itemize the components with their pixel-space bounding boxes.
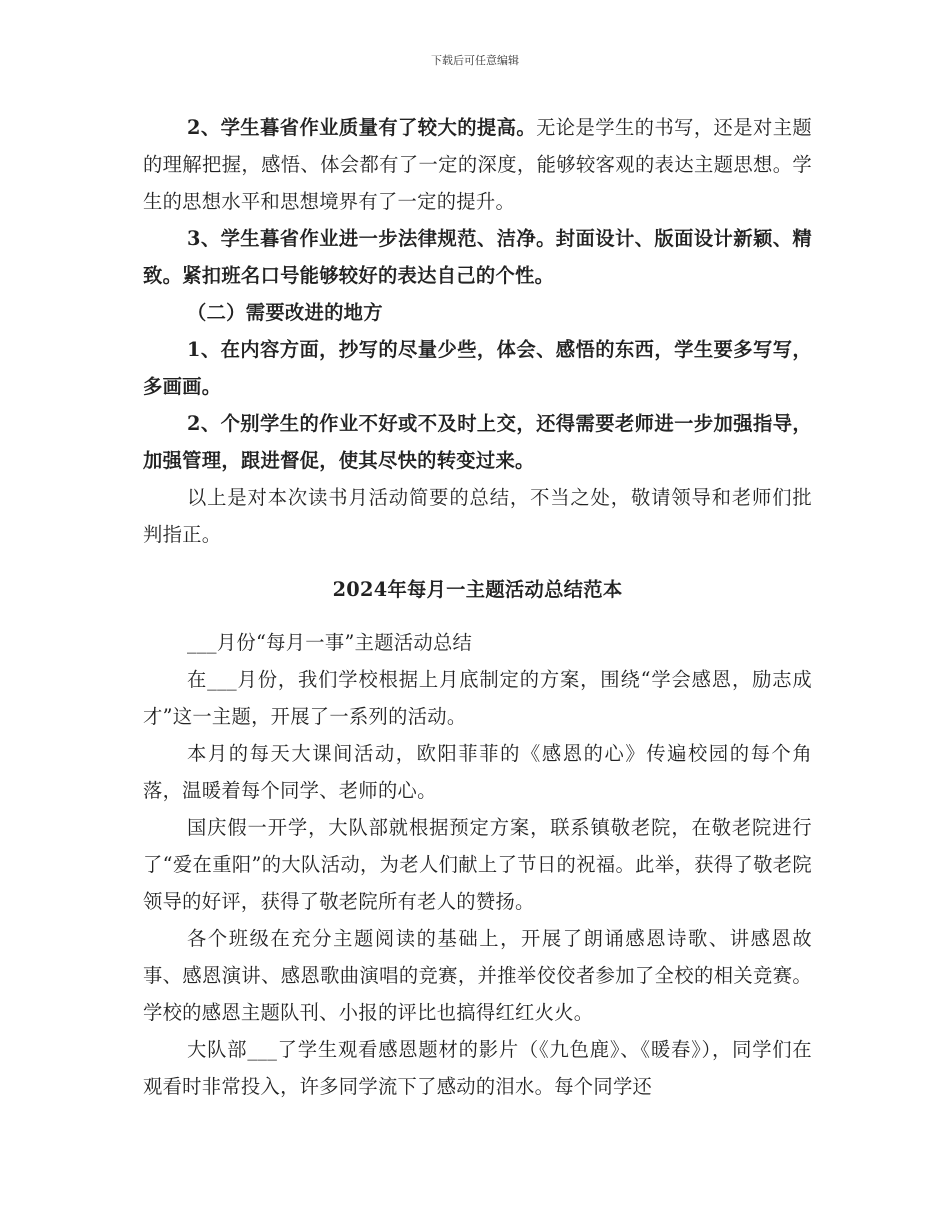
document-body <box>143 109 812 1105</box>
paragraph-intro: 在___月份，我们学校根据上月底制定的方案，围绕“学会感恩，励志成才”这一主题，开展了一系列的活动。 <box>143 668 812 728</box>
paragraph-films: 大队部___了学生观看感恩题材的影片（《九色鹿》、《暖春》），同学们在观看时非常投入，许多同学流下了感动的泪水。每个同学还 <box>143 1038 812 1098</box>
paragraph-quality <box>143 109 812 220</box>
paragraph-subtitle: ___月份“每月一事”主题活动总结 <box>187 631 473 654</box>
paragraph-submission: 2、个别学生的作业不好或不及时上交，还得需要老师进一步加强指导，加强管理，跟进督促，使其尽快的转变过来。 <box>143 412 812 472</box>
paragraph-class-activities: 各个班级在充分主题阅读的基础上，开展了朗诵感恩诗歌、讲感恩故事、感恩演讲、感恩歌曲演唱的竞赛，并推举佼佼者参加了全校的相关竞赛。学校的感恩主题队刊、小报的评比也搞得红红火火。 <box>143 927 812 1024</box>
paragraph-quality-lead: 2、学生暮省作业质量有了较大的提高。 <box>187 116 537 139</box>
paragraph-daily-activity: 本月的每天大课间活动，欧阳菲菲的《感恩的心》传遍校园的每个角落，温暖着每个同学、老师的心。 <box>143 742 812 802</box>
page-header: 下载后可任意编辑 <box>431 54 519 67</box>
paragraph-quality-rest: 无论是学生的书写，还是对主题的理解把握，感悟、体会都有了一定的深度，能够较客观的表达主题思想。学生的思想水平和思想境界有了一定的提升。 <box>143 116 812 213</box>
paragraph-standard: 3、学生暮省作业进一步法律规范、洁净。封面设计、版面设计新颖、精致。紧扣班名口号能够较好的表达自己的个性。 <box>143 227 812 287</box>
document-title: 2024年每月一主题活动总结范本 <box>332 578 623 601</box>
section-heading-improvements: （二）需要改进的地方 <box>187 301 383 324</box>
paragraph-conclusion: 以上是对本次读书月活动简要的总结，不当之处，敬请领导和老师们批判指正。 <box>143 486 812 546</box>
paragraph-content: 1、在内容方面，抄写的尽量少些，体会、感悟的东西，学生要多写写，多画画。 <box>143 338 812 398</box>
paragraph-national-day: 国庆假一开学，大队部就根据预定方案，联系镇敬老院，在敬老院进行了“爱在重阳”的大队活动，为老人们献上了节日的祝福。此举，获得了敬老院领导的好评，获得了敬老院所有老人的赞扬。 <box>143 816 812 913</box>
